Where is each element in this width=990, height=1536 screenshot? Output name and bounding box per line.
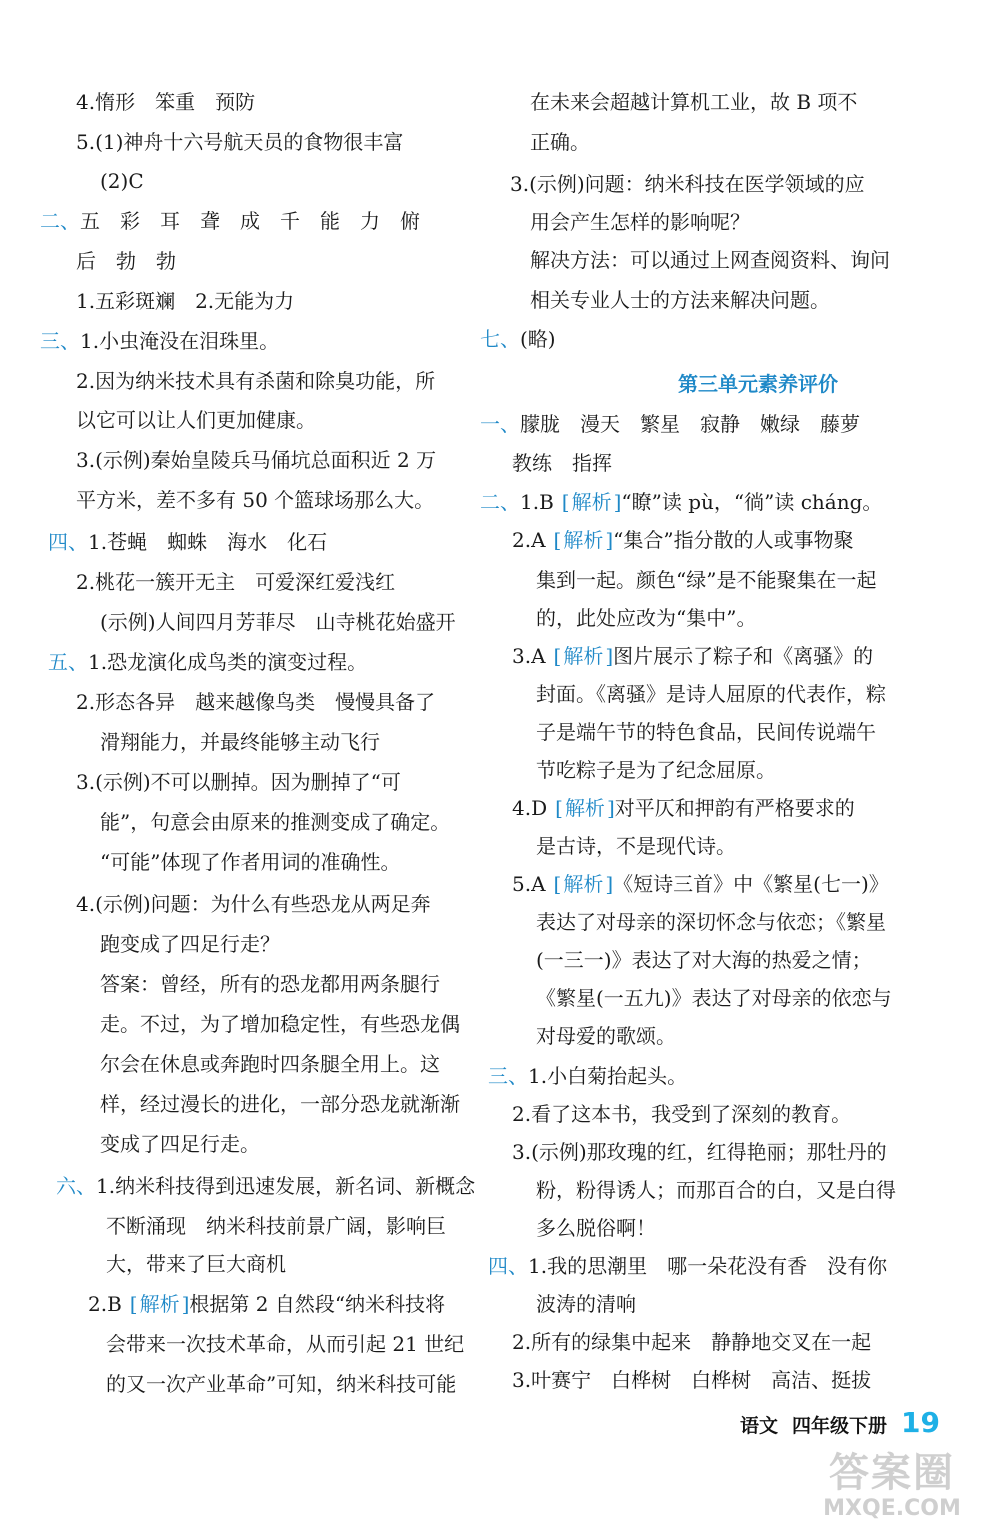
section-line: 七、(略) bbox=[480, 327, 556, 351]
answer-line: 粉，粉得诱人；而那百合的白，又是白得 bbox=[536, 1178, 896, 1202]
answer-line: 解决方法：可以通过上网查阅资料、询问 bbox=[530, 248, 890, 272]
section-number: 一、 bbox=[480, 412, 520, 436]
answer-line: 《繁星(一五九)》表达了对母亲的依恋与 bbox=[536, 986, 892, 1010]
answer-line: (示例)人间四月芳菲尽 山寺桃花始盛开 bbox=[100, 610, 456, 634]
footer-subject: 语文 bbox=[740, 1415, 779, 1437]
answer-line: 2.B[ 解析 ] 根据第 2 自然段“纳米科技将 bbox=[88, 1290, 445, 1318]
answer-line: 能”，句意会由原来的推测变成了确定。 bbox=[100, 810, 451, 834]
answer-line: 用会产生怎样的影响呢？ bbox=[530, 210, 750, 234]
answer-line: 正确。 bbox=[530, 130, 590, 154]
footer-grade: 四年级下册 bbox=[792, 1415, 888, 1437]
section-line: 二、五 彩 耳 聋 成 千 能 力 俯 bbox=[40, 209, 420, 233]
answer-line: 2.看了这本书，我受到了深刻的教育。 bbox=[512, 1102, 852, 1126]
answer-line: 相关专业人士的方法来解决问题。 bbox=[530, 288, 830, 312]
answer-line: 平方米，差不多有 50 个篮球场那么大。 bbox=[76, 488, 435, 512]
section-number: 五、 bbox=[48, 650, 88, 674]
section-line: 四、1.我的思潮里 哪一朵花没有香 没有你 bbox=[488, 1254, 888, 1278]
answer-line: 大，带来了巨大商机 bbox=[106, 1252, 286, 1276]
answer-line: 1.五彩斑斓 2.无能为力 bbox=[76, 289, 295, 313]
answer-line: 走。不过，为了增加稳定性，有些恐龙偶 bbox=[100, 1012, 460, 1036]
section-line: 二、1.B[ 解析 ] “瞭”读 pù，“徜”读 cháng。 bbox=[480, 488, 882, 516]
answer-line: 是古诗，不是现代诗。 bbox=[536, 834, 736, 858]
answer-line: 对母爱的歌颂。 bbox=[536, 1024, 676, 1048]
answer-line: (一三一)》表达了对大海的热爱之情； bbox=[536, 948, 872, 972]
answer-line: 集到一起。颜色“绿”是不能聚集在一起 bbox=[536, 568, 877, 592]
answer-line: 教练 指挥 bbox=[512, 451, 612, 475]
page-number: 19 bbox=[901, 1406, 940, 1439]
answer-line: 会带来一次技术革命，从而引起 21 世纪 bbox=[106, 1332, 465, 1356]
answer-line: 后 勃 勃 bbox=[76, 249, 176, 273]
answer-line: 2.形态各异 越来越像鸟类 慢慢具备了 bbox=[76, 690, 436, 714]
answer-line: 封面。《离骚》是诗人屈原的代表作，粽 bbox=[536, 682, 886, 706]
section-number: 三、 bbox=[488, 1064, 528, 1088]
answer-line: 2.A[ 解析 ] “集合”指分散的人或事物聚 bbox=[512, 526, 854, 554]
answer-line: 跑变成了四足行走？ bbox=[100, 932, 280, 956]
analysis-tag: [ 解析 ] bbox=[554, 490, 622, 514]
watermark-top: 答案圈 bbox=[829, 1450, 955, 1496]
answer-line: 子是端午节的特色食品，民间传说端午 bbox=[536, 720, 876, 744]
page-footer bbox=[740, 1406, 940, 1440]
answer-line: (2)C bbox=[100, 169, 144, 193]
analysis-tag: [ 解析 ] bbox=[546, 644, 614, 668]
answer-line: 3.(示例)不可以删掉。因为删掉了“可 bbox=[76, 770, 401, 794]
analysis-tag: [ 解析 ] bbox=[546, 528, 614, 552]
answer-line: 2.因为纳米技术具有杀菌和除臭功能，所 bbox=[76, 369, 436, 393]
answer-line: 滑翔能力，并最终能够主动飞行 bbox=[100, 730, 380, 754]
section-number: 二、 bbox=[480, 490, 520, 514]
section-line: 四、1.苍蝇 蜘蛛 海水 化石 bbox=[48, 530, 328, 554]
section-line: 五、1.恐龙演化成鸟类的演变过程。 bbox=[48, 650, 368, 674]
section-number: 二、 bbox=[40, 209, 80, 233]
answer-line: 3.(示例)秦始皇陵兵马俑坑总面积近 2 万 bbox=[76, 448, 437, 472]
answer-line: 在未来会超越计算机工业，故 B 项不 bbox=[530, 90, 858, 114]
analysis-tag: [ 解析 ] bbox=[546, 872, 614, 896]
section-number: 七、 bbox=[480, 327, 520, 351]
answer-line: 3.(示例)问题：纳米科技在医学领域的应 bbox=[510, 172, 865, 196]
section-line: 六、1.纳米科技得到迅速发展，新名词、新概念 bbox=[56, 1174, 476, 1198]
answer-line: 样，经过漫长的进化，一部分恐龙就渐渐 bbox=[100, 1092, 460, 1116]
answer-line: 变成了四足行走。 bbox=[100, 1132, 260, 1156]
answer-line: 波涛的清响 bbox=[536, 1292, 636, 1316]
answer-line: 4.惰形 笨重 预防 bbox=[76, 90, 256, 114]
answer-line: 多么脱俗啊！ bbox=[536, 1216, 656, 1240]
answer-line: 的又一次产业革命”可知，纳米科技可能 bbox=[106, 1372, 457, 1396]
section-number: 三、 bbox=[40, 329, 80, 353]
section-number: 六、 bbox=[56, 1174, 96, 1198]
answer-line: 答案：曾经，所有的恐龙都用两条腿行 bbox=[100, 972, 440, 996]
answer-line: 5.A[ 解析 ] 《短诗三首》中《繁星(七一)》 bbox=[512, 870, 889, 898]
analysis-tag: [ 解析 ] bbox=[122, 1292, 190, 1316]
watermark-logo bbox=[812, 1450, 972, 1530]
analysis-tag: [ 解析 ] bbox=[547, 796, 615, 820]
answer-line: 节吃粽子是为了纪念屈原。 bbox=[536, 758, 776, 782]
section-number: 四、 bbox=[48, 530, 88, 554]
answer-line: 的，此处应改为“集中”。 bbox=[536, 606, 757, 630]
section-heading: 第三单元素养评价 bbox=[678, 372, 838, 396]
answer-line: 2.所有的绿集中起来 静静地交叉在一起 bbox=[512, 1330, 872, 1354]
answer-line: 3.A[ 解析 ] 图片展示了粽子和《离骚》的 bbox=[512, 642, 873, 670]
answer-line: 3.叶赛宁 白桦树 白桦树 高洁、挺拔 bbox=[512, 1368, 872, 1392]
answer-line: “可能”体现了作者用词的准确性。 bbox=[100, 850, 401, 874]
section-line: 三、1.小白菊抬起头。 bbox=[488, 1064, 688, 1088]
answer-line: 以它可以让人们更加健康。 bbox=[76, 408, 316, 432]
answer-line: 4.D[ 解析 ] 对平仄和押韵有严格要求的 bbox=[512, 794, 855, 822]
answer-line: 3.(示例)那玫瑰的红，红得艳丽；那牡丹的 bbox=[512, 1140, 887, 1164]
answer-line: 不断涌现 纳米科技前景广阔，影响巨 bbox=[106, 1214, 446, 1238]
watermark-bottom: MXQE.COM bbox=[823, 1496, 961, 1521]
section-line: 三、1.小虫淹没在泪珠里。 bbox=[40, 329, 280, 353]
section-number: 四、 bbox=[488, 1254, 528, 1278]
answer-line: 表达了对母亲的深切怀念与依恋；《繁星 bbox=[536, 910, 886, 934]
section-line: 一、朦胧 漫天 繁星 寂静 嫩绿 藤萝 bbox=[480, 412, 860, 436]
answer-line: 4.(示例)问题：为什么有些恐龙从两足奔 bbox=[76, 892, 431, 916]
answer-line: 尔会在休息或奔跑时四条腿全用上。这 bbox=[100, 1052, 440, 1076]
answer-line: 2.桃花一簇开无主 可爱深红爱浅红 bbox=[76, 570, 396, 594]
answer-line: 5.(1)神舟十六号航天员的食物很丰富 bbox=[76, 130, 404, 154]
